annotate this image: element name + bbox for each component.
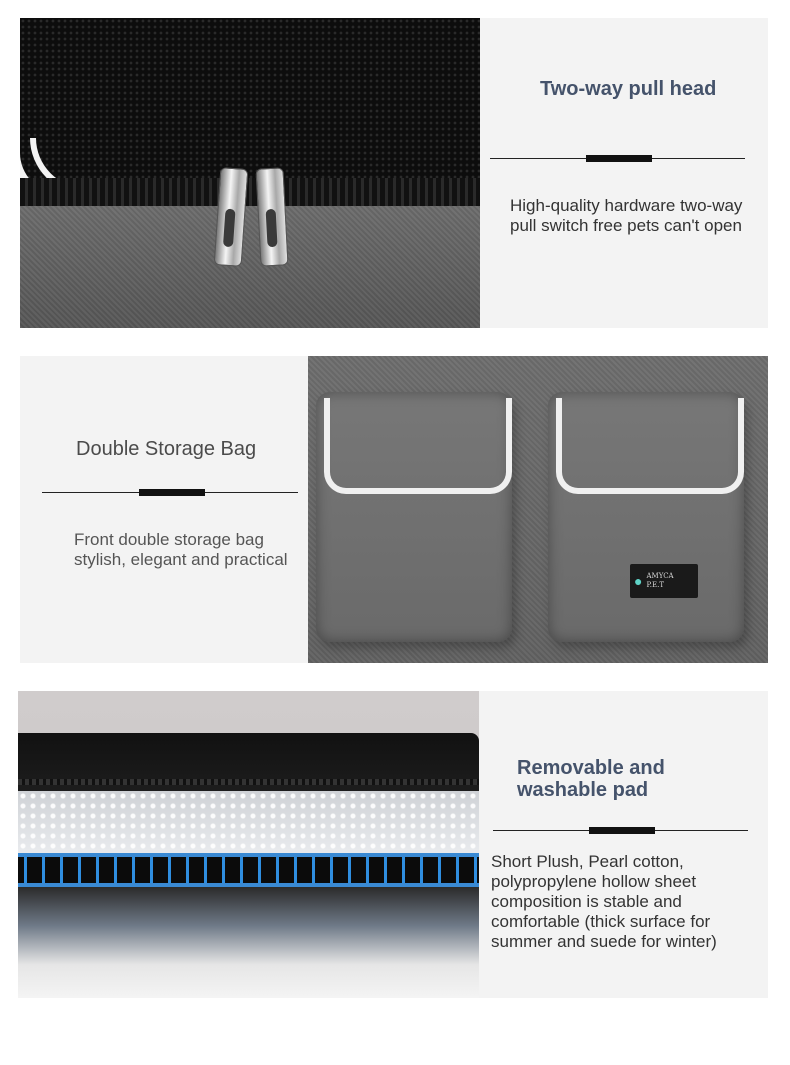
pearl-cotton-layer bbox=[18, 791, 479, 853]
storage-pocket bbox=[316, 392, 512, 642]
divider bbox=[42, 492, 298, 493]
pet-logo-icon: ● bbox=[634, 573, 643, 589]
section-description: High-quality hardware two-way pull switch free pets can't open bbox=[510, 196, 743, 235]
section-description: Short Plush, Pearl cotton, polypropylene hollow sheet composition is stable and comfortable (thick surface for summer and suede for winter) bbox=[491, 852, 717, 951]
grey-fabric bbox=[20, 206, 480, 328]
section-heading: Double Storage Bag bbox=[76, 438, 257, 460]
description-line: stylish, elegant and practical bbox=[74, 550, 288, 569]
section-heading: Two-way pull head bbox=[540, 78, 717, 100]
feature-panel-zipper bbox=[20, 18, 768, 328]
pockets-photo bbox=[308, 356, 768, 663]
feature-panel-pad bbox=[18, 691, 768, 998]
feature-panel-storage bbox=[20, 356, 768, 663]
zipper-pull-icon bbox=[255, 167, 288, 266]
section-heading: Removable and washable pad bbox=[517, 757, 665, 801]
section-description bbox=[74, 530, 314, 570]
pad-layers-photo bbox=[18, 691, 479, 998]
description-line: Front double storage bag bbox=[74, 530, 264, 549]
zipper-tape bbox=[20, 178, 480, 206]
base-layer bbox=[18, 887, 479, 998]
plush-layer bbox=[18, 733, 479, 797]
brand-label: AMYCA P.E.T bbox=[646, 572, 674, 589]
zipper-photo bbox=[20, 18, 480, 328]
divider bbox=[490, 158, 745, 159]
storage-pocket bbox=[548, 392, 744, 642]
hollow-sheet-layer bbox=[18, 853, 479, 887]
brand-tag bbox=[630, 564, 698, 598]
divider bbox=[493, 830, 748, 831]
